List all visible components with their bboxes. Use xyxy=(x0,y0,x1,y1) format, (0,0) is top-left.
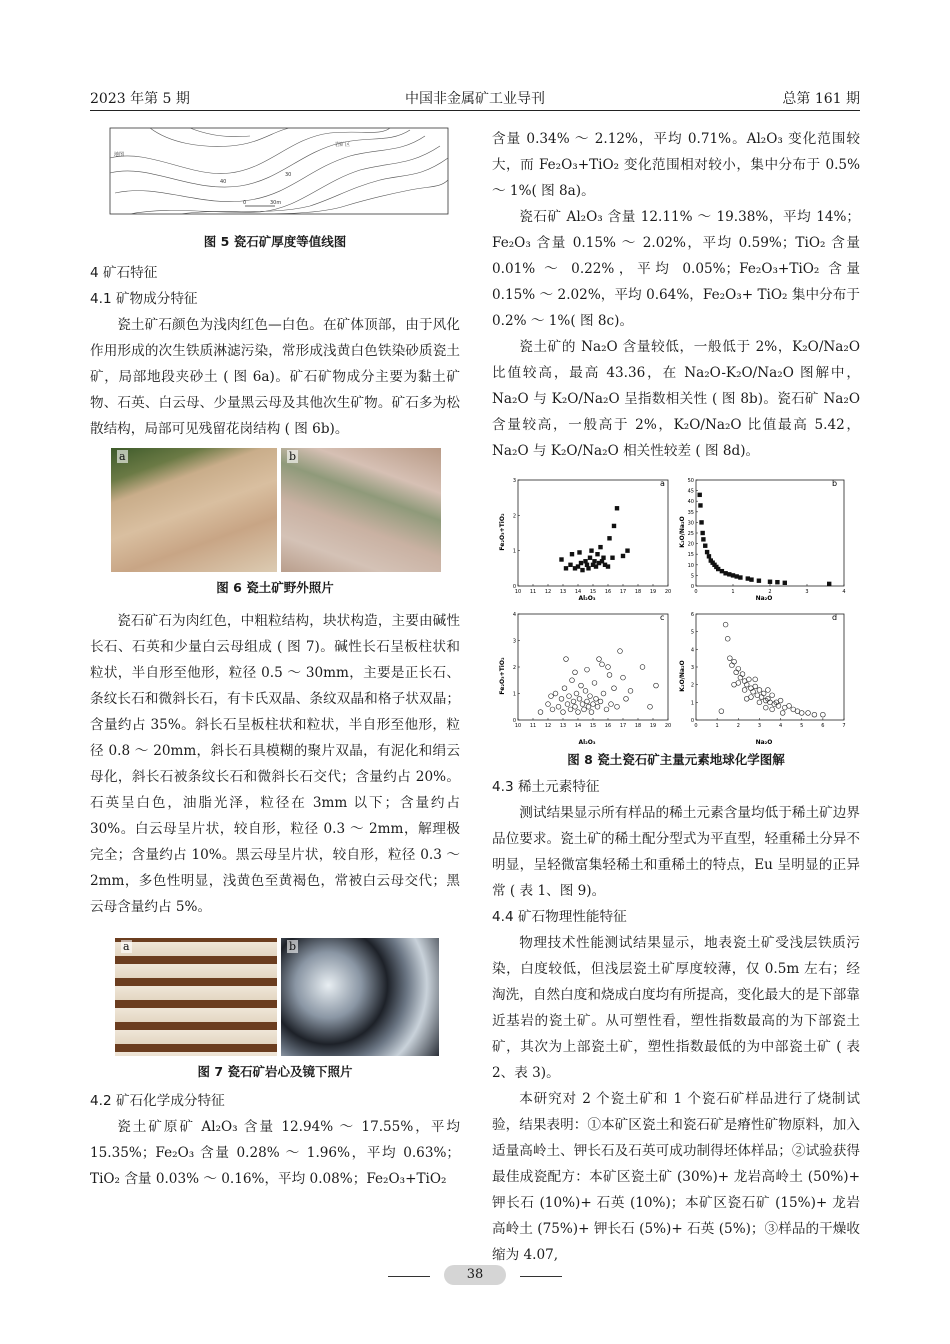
x-tick-label: 2 xyxy=(768,589,772,595)
data-point xyxy=(550,707,555,712)
x-tick-label: 16 xyxy=(604,723,612,729)
data-point xyxy=(562,686,567,691)
y-tick-label: 5 xyxy=(690,629,694,636)
y-tick-label: 30 xyxy=(687,520,694,527)
y-tick-label: 50 xyxy=(687,478,694,484)
y-tick-label: 0 xyxy=(512,718,516,724)
data-point xyxy=(753,684,758,689)
data-point xyxy=(586,566,590,570)
x-tick-label: 10 xyxy=(514,723,522,729)
x-tick-label: 19 xyxy=(649,723,657,729)
data-point xyxy=(588,694,593,699)
data-point xyxy=(583,688,588,693)
map-label-top: 岩矿区 xyxy=(335,142,351,148)
data-point xyxy=(806,711,811,716)
header-volume: 总第 161 期 xyxy=(782,91,860,107)
plot-frame-d xyxy=(696,614,844,720)
x-tick-label: 1 xyxy=(715,723,719,729)
y-tick-label: 15 xyxy=(687,552,694,559)
data-point xyxy=(577,550,581,554)
y-tick-label: 4 xyxy=(512,612,516,618)
panel-b-ylabel: K₂O/Na₂O xyxy=(679,516,686,548)
y-tick-label: 20 xyxy=(687,541,694,548)
data-point xyxy=(618,649,623,654)
data-point xyxy=(628,688,633,693)
data-point xyxy=(732,682,737,687)
data-point xyxy=(705,550,709,554)
data-point xyxy=(546,702,551,707)
data-point xyxy=(595,552,599,556)
data-point xyxy=(698,493,702,497)
data-point xyxy=(592,559,596,563)
x-tick-label: 18 xyxy=(634,723,642,729)
data-point xyxy=(568,563,572,567)
x-tick-label: 15 xyxy=(589,589,597,595)
data-point xyxy=(600,662,605,667)
data-point xyxy=(738,675,743,680)
section-4-title: 4 矿石特征 xyxy=(90,265,158,281)
data-point xyxy=(763,705,768,710)
figure-5-caption: 图 5 瓷石矿厚度等值线图 xyxy=(203,234,347,249)
data-point xyxy=(615,704,620,709)
y-tick-label: 6 xyxy=(690,612,694,618)
data-point xyxy=(610,556,614,560)
data-point xyxy=(561,710,566,715)
figure-6-caption: 图 6 瓷土矿野外照片 xyxy=(216,580,334,595)
x-tick-label: 6 xyxy=(821,723,825,729)
data-point xyxy=(598,545,602,549)
data-point xyxy=(701,537,705,541)
y-tick-label: 4 xyxy=(690,647,694,654)
data-point xyxy=(609,702,614,707)
data-point xyxy=(573,704,578,709)
panel-d-label: d xyxy=(832,613,838,622)
data-point xyxy=(570,678,575,683)
x-tick-label: 15 xyxy=(589,723,597,729)
data-point xyxy=(586,704,591,709)
contour-label-a: 40 xyxy=(220,179,227,185)
data-point xyxy=(612,524,616,528)
x-tick-label: 3 xyxy=(805,589,809,595)
data-point xyxy=(648,704,653,709)
y-tick-label: 0 xyxy=(690,718,694,724)
data-point xyxy=(585,667,590,672)
figure-7 xyxy=(90,938,460,1062)
header-issue: 2023 年第 5 期 xyxy=(90,91,190,107)
data-point xyxy=(738,575,742,579)
data-point xyxy=(565,702,570,707)
x-tick-label: 10 xyxy=(514,589,522,595)
y-tick-label: 45 xyxy=(687,488,694,495)
data-point xyxy=(595,704,600,709)
x-tick-label: 17 xyxy=(619,589,627,595)
data-point xyxy=(553,691,558,696)
data-point xyxy=(730,663,735,668)
footer-rule-left xyxy=(388,1276,430,1277)
x-tick-label: 11 xyxy=(529,723,537,729)
data-point xyxy=(606,665,611,670)
data-point xyxy=(799,711,804,716)
section-4-3-title: 4.3 稀土元素特征 xyxy=(492,779,600,795)
data-point xyxy=(778,698,783,703)
x-tick-label: 14 xyxy=(574,723,582,729)
data-point xyxy=(549,694,554,699)
data-point xyxy=(559,557,563,561)
figure-7-caption: 图 7 瓷石矿岩心及镜下照片 xyxy=(197,1064,353,1079)
scatter-panel-a xyxy=(513,478,671,595)
data-point xyxy=(734,670,739,675)
panel-a-label: a xyxy=(660,479,665,488)
data-point xyxy=(776,703,781,708)
x-tick-label: 0 xyxy=(694,723,698,729)
data-point xyxy=(751,689,756,694)
data-point xyxy=(744,696,749,701)
data-point xyxy=(601,691,606,696)
data-point xyxy=(744,682,749,687)
data-point xyxy=(640,665,645,670)
data-point xyxy=(582,707,587,712)
data-point xyxy=(615,506,619,510)
data-point xyxy=(571,699,576,704)
panel-c-label: c xyxy=(660,613,665,622)
header-rule xyxy=(90,110,860,111)
field-photo-b xyxy=(281,448,441,572)
scale-length: 30m xyxy=(270,200,282,206)
data-point xyxy=(592,681,597,686)
contour-map xyxy=(90,118,460,218)
y-tick-label: 2 xyxy=(512,665,516,671)
x-tick-label: 19 xyxy=(649,589,657,595)
data-point xyxy=(556,704,561,709)
data-point xyxy=(700,531,704,535)
x-tick-label: 18 xyxy=(634,589,642,595)
panel-a-xlabel: Al₂O₃ xyxy=(578,595,596,602)
y-tick-label: 3 xyxy=(512,638,516,645)
y-tick-label: 5 xyxy=(690,573,694,580)
y-tick-label: 0 xyxy=(690,584,694,590)
section-4-2-para-1-cont: 含量 0.34% ～ 2.12%，平均 0.71%。Al₂O₃ 变化范围较大，而 Fe₂O₃+TiO₂ 变化范围相对较小，集中分布于 0.5% ～ 1%( 图 8a)。 xyxy=(492,131,860,199)
data-point xyxy=(719,709,724,714)
panel-c-xlabel: Al₂O₃ xyxy=(578,739,596,746)
x-tick-label: 12 xyxy=(544,589,552,595)
data-point xyxy=(753,677,758,682)
y-tick-label: 2 xyxy=(690,682,694,689)
data-point xyxy=(698,503,702,507)
data-point xyxy=(607,536,611,540)
core-photo-a xyxy=(115,938,277,1056)
photo-b-label: b xyxy=(289,450,297,463)
section-4-1-para-1: 瓷土矿石颜色为浅肉红色—白色。在矿体顶部，由于风化作用形成的次生铁质淋滤污染，常形成浅黄白色铁染砂质瓷土矿，局部地段夹砂土 ( 图 6a)。矿石矿物成分主要为黏土矿物、石英、白云母、少量黑云母及其他次生矿物。矿石多为松散结构，局部可见残留花岗结构 ( 图 6b)。 xyxy=(90,317,460,437)
geochem-plots xyxy=(492,472,860,752)
panel-b-xlabel: Na₂O xyxy=(755,595,773,602)
data-point xyxy=(746,677,751,682)
data-point xyxy=(732,659,737,664)
figure-8 xyxy=(492,472,860,752)
running-header xyxy=(90,88,860,110)
data-point xyxy=(768,580,772,584)
data-point xyxy=(827,582,831,586)
data-point xyxy=(570,552,574,556)
figure-8-caption: 图 8 瓷土瓷石矿主量元素地球化学图解 xyxy=(567,752,785,767)
data-point xyxy=(725,636,730,641)
data-point xyxy=(559,696,564,701)
y-tick-label: 40 xyxy=(687,499,694,506)
data-point xyxy=(770,693,775,698)
data-point xyxy=(580,568,584,572)
panel-a-ylabel: Fe₂O₃+TiO₂ xyxy=(499,513,506,551)
x-tick-label: 4 xyxy=(842,589,846,595)
y-tick-label: 10 xyxy=(687,562,694,569)
data-point xyxy=(588,556,592,560)
x-tick-label: 13 xyxy=(559,723,567,729)
data-point xyxy=(710,560,714,564)
plot-frame-c xyxy=(518,614,668,720)
x-tick-label: 11 xyxy=(529,589,537,595)
section-4-2-para-3: 瓷土矿的 Na₂O 含量较低，一般低于 2%，K₂O/Na₂O 比值较高，最高 43.36，在 Na₂O-K₂O/Na₂O 图解中，Na₂O 与 K₂O/Na₂O 呈指数相关性 ( 图 8b)。瓷石矿 Na₂O 含量较高，一般高于 2%，K₂O/Na₂O 比值最高 5.42，Na₂O 与 K₂O/Na₂O 相关性较差 ( 图 8d)。 xyxy=(492,339,860,459)
data-point xyxy=(761,691,766,696)
x-tick-label: 13 xyxy=(559,589,567,595)
x-tick-label: 0 xyxy=(694,589,698,595)
scatter-panel-d xyxy=(691,612,846,729)
data-point xyxy=(765,688,770,693)
data-point xyxy=(749,577,753,581)
x-tick-label: 20 xyxy=(664,723,672,729)
micro-photo-b xyxy=(281,938,439,1056)
section-4-4-para-2: 本研究对 2 个瓷土矿和 1 个瓷石矿样品进行了烧制试验，结果表明：①本矿区瓷土和瓷石矿是瘠性矿物原料，加入适量高岭土、钾长石及石英可成功制得坯体样品；②试验获得最佳成瓷配方：本矿区瓷土矿 (30%)+ 龙岩高岭土 (50%)+ 钾长石 (10%)+ 石英 (10%)；本矿区瓷石矿 (15%)+ 龙岩高岭土 (75%)+ 钾长石 (5%)+ 石英 (5%)；③样品的干燥收缩为 4.07, xyxy=(492,1091,860,1263)
data-point xyxy=(727,656,732,661)
section-4-4-para-1: 物理技术性能测试结果显示，地表瓷土矿受浅层铁质污染，白度较低，但浅层瓷土矿厚度较薄，仅 0.5m 左右；经淘洗，自然白度和烧成白度均有所提高，变化最大的是下部靠近基岩的瓷土矿。从可塑性看，塑性指数最高的为下部瓷土矿，其次为上部瓷土矿，塑性指数最低的为中部瓷土矿 ( 表 2、表 3)。 xyxy=(492,935,860,1081)
data-point xyxy=(759,695,764,700)
data-point xyxy=(740,672,745,677)
data-point xyxy=(601,556,605,560)
scatter-panel-c xyxy=(513,612,671,729)
y-tick-label: 35 xyxy=(687,509,694,516)
data-point xyxy=(742,688,747,693)
contour-label-b: 30 xyxy=(285,172,292,178)
x-tick-label: 1 xyxy=(731,589,735,595)
photo-b-label-7: b xyxy=(289,940,297,953)
map-label-left: 地图 xyxy=(114,152,125,158)
x-tick-label: 20 xyxy=(664,589,672,595)
section-4-3-para-1: 测试结果显示所有样品的稀土元素含量均低于稀土矿边界品位要求。瓷土矿的稀土配分型式为平直型，轻重稀土分异不明显，呈轻微富集轻稀土和重稀土的特点，Eu 呈明显的正异常 ( 表 1、图 9)。 xyxy=(492,805,860,899)
footer-rule-right xyxy=(520,1276,562,1277)
y-tick-label: 3 xyxy=(690,665,694,671)
data-point xyxy=(568,707,573,712)
data-point xyxy=(607,673,612,678)
data-point xyxy=(780,711,785,716)
data-point xyxy=(606,564,610,568)
y-tick-label: 3 xyxy=(512,478,516,484)
panel-b-label: b xyxy=(832,479,838,488)
x-tick-label: 17 xyxy=(619,723,627,729)
data-point xyxy=(567,694,572,699)
photo-a-label-7: a xyxy=(123,940,130,953)
data-point xyxy=(654,683,659,688)
data-point xyxy=(625,548,629,552)
photo-a-label: a xyxy=(119,450,126,463)
data-point xyxy=(589,548,593,552)
left-column xyxy=(90,118,460,1192)
data-point xyxy=(757,688,762,693)
data-point xyxy=(820,712,825,717)
x-tick-label: 7 xyxy=(842,723,846,729)
panel-c-ylabel: Fe₂O₃+TiO₂ xyxy=(499,657,506,695)
x-tick-label: 4 xyxy=(778,723,783,729)
panel-d-xlabel: Na₂O xyxy=(755,739,773,746)
section-4-1-para-2: 瓷石矿石为肉红色，中粗粒结构，块状构造，主要由碱性长石、石英和少量白云母组成 ( 图 7)。碱性长石呈板柱状和粒状，半自形至他形，粒径 0.5 ～ 30mm，主要是正长石、条纹长石和微斜长石，有卡氏双晶、条纹双晶和格子状双晶；含量约占 35%。斜长石呈板柱状和粒状，半自形至他形，粒径 0.8 ～ 20mm，斜长石具模糊的聚片双晶，有泥化和绢云母化，斜长石被条纹长石和微斜长石交代；含量约占 20%。石英呈白色，油脂光泽，粒径在 3mm 以下；含量约占 30%。白云母呈片状，较自形，粒径 0.3 ～ 2mm，解理极完全；含量约占 10%。黑云母呈片状，较自形，粒径 0.3 ～ 2mm，多色性明显，浅黄色至黄褐色，常被白云母交代；黑云母含量约占 5%。 xyxy=(90,613,460,915)
data-point xyxy=(580,702,585,707)
data-point xyxy=(770,707,775,712)
data-point xyxy=(736,666,741,671)
data-point xyxy=(594,696,599,701)
data-point xyxy=(564,657,569,662)
data-point xyxy=(775,580,779,584)
data-point xyxy=(703,544,707,548)
data-point xyxy=(707,554,711,558)
data-point xyxy=(783,581,787,585)
y-tick-label: 0 xyxy=(512,584,516,590)
field-photo-a xyxy=(111,448,277,572)
right-column xyxy=(492,126,860,1268)
y-tick-label: 1 xyxy=(512,548,516,555)
page-footer xyxy=(0,1264,950,1288)
x-tick-label: 2 xyxy=(736,723,740,729)
data-point xyxy=(714,565,718,569)
y-tick-label: 25 xyxy=(687,531,694,537)
data-point xyxy=(757,700,762,705)
header-journal: 中国非金属矿工业导刊 xyxy=(405,91,545,107)
data-point xyxy=(612,686,617,691)
data-point xyxy=(787,703,792,708)
page-number: 38 xyxy=(444,1265,506,1285)
data-point xyxy=(624,696,629,701)
section-4-4-title: 4.4 矿石物理性能特征 xyxy=(492,909,627,925)
scatter-panel-b xyxy=(688,478,846,595)
data-point xyxy=(579,683,584,688)
data-point xyxy=(573,670,578,675)
scale-zero: 0 xyxy=(243,200,247,206)
y-tick-label: 1 xyxy=(512,691,516,698)
data-point xyxy=(598,699,603,704)
figure-6 xyxy=(90,448,460,576)
data-point xyxy=(589,710,594,715)
data-point xyxy=(574,691,579,696)
x-tick-label: 14 xyxy=(574,589,582,595)
data-point xyxy=(579,561,583,565)
data-point xyxy=(757,579,761,583)
data-point xyxy=(577,696,582,701)
section-4-2-para-1: 瓷土矿原矿 Al₂O₃ 含量 12.94% ～ 17.55%，平均 15.35%；Fe₂O₃ 含量 0.28% ～ 1.96%，平均 0.63%；TiO₂ 含量 0.03% ～ 0.16%，平均 0.08%；Fe₂O₃+TiO₂ xyxy=(90,1119,460,1187)
data-point xyxy=(621,554,625,558)
data-point xyxy=(723,622,728,627)
x-tick-label: 5 xyxy=(800,723,804,729)
section-4-2-title: 4.2 矿石化学成分特征 xyxy=(90,1093,225,1109)
data-point xyxy=(538,710,543,715)
section-4-1-title: 4.1 矿物成分特征 xyxy=(90,291,198,307)
data-point xyxy=(585,699,590,704)
figure-5 xyxy=(90,118,460,220)
x-tick-label: 3 xyxy=(757,723,762,729)
y-tick-label: 2 xyxy=(512,513,516,520)
x-tick-label: 12 xyxy=(544,723,552,729)
plot-frame-a xyxy=(518,480,668,586)
data-point xyxy=(597,657,602,662)
data-point xyxy=(604,707,609,712)
x-tick-label: 16 xyxy=(604,589,612,595)
data-point xyxy=(576,710,581,715)
data-point xyxy=(699,520,703,524)
y-tick-label: 1 xyxy=(690,700,694,707)
data-point xyxy=(812,712,817,717)
data-point xyxy=(621,675,626,680)
panel-d-ylabel: K₂O/Na₂O xyxy=(679,660,686,692)
data-point xyxy=(564,566,568,570)
section-4-2-para-2: 瓷石矿 Al₂O₃ 含量 12.11% ～ 19.38%，平均 14%；Fe₂O₃ 含量 0.15% ～ 2.02%，平均 0.59%；TiO₂ 含量 0.01% ～ 0.22%，平均 0.05%；Fe₂O₃+TiO₂ 含量 0.15% ～ 2.02%，平均 0.64%，Fe₂O₃+ TiO₂ 集中分布于 0.2% ～ 1%( 图 8c)。 xyxy=(492,209,860,329)
data-point xyxy=(591,702,596,707)
